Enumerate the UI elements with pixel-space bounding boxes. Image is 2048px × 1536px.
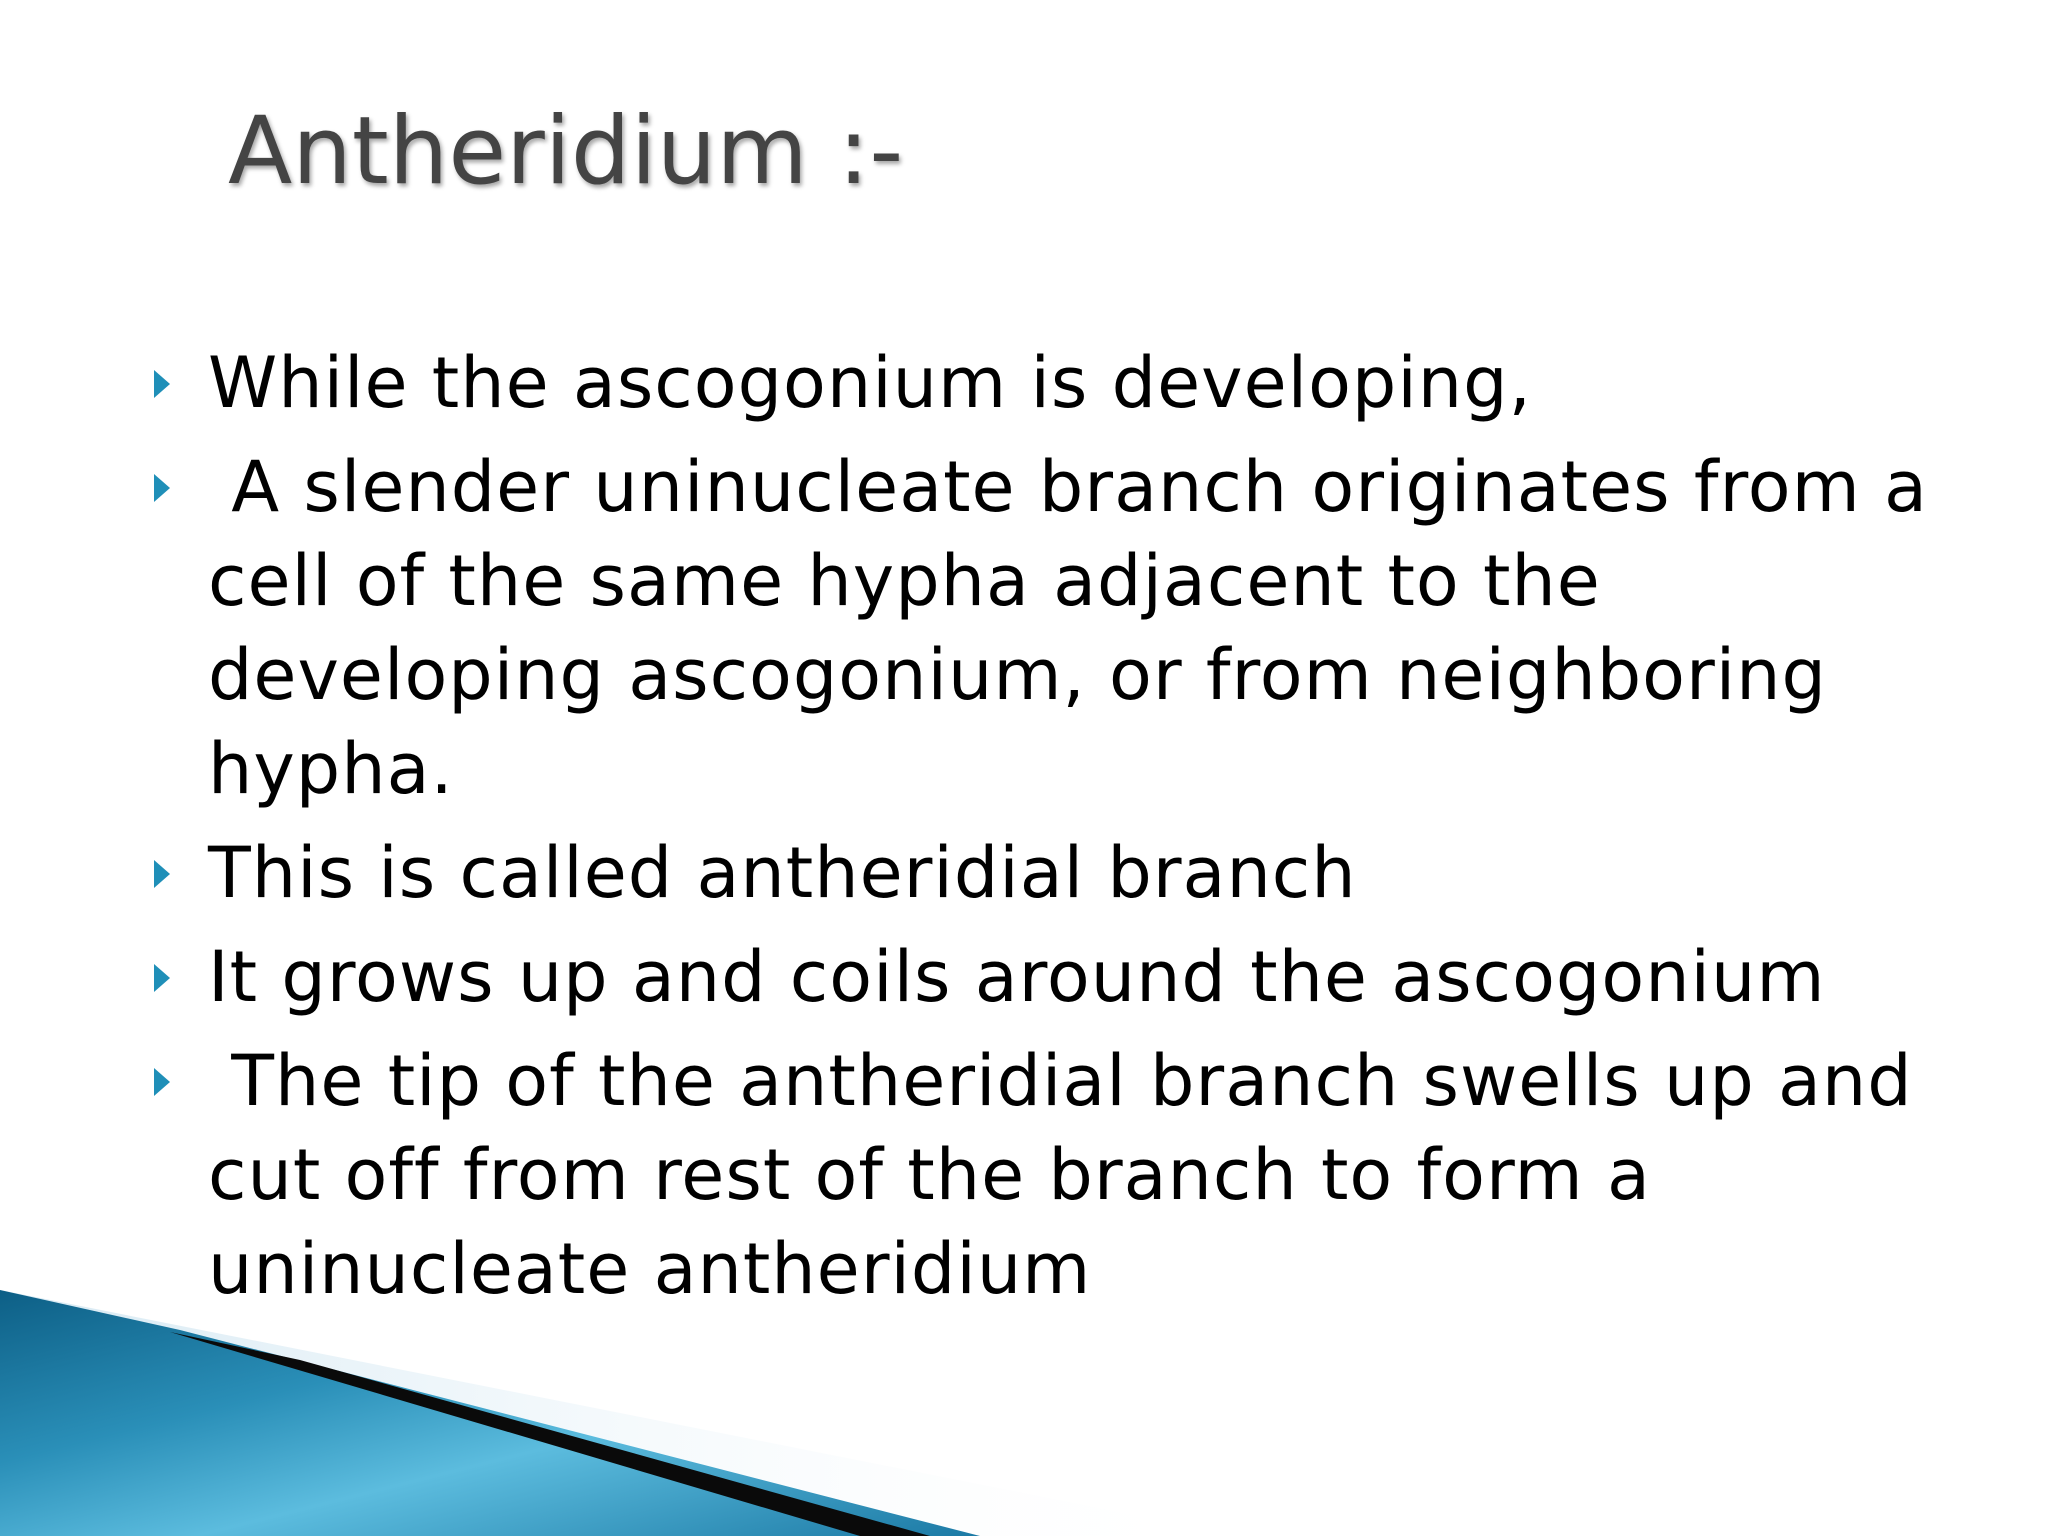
bullet-text: While the ascogonium is developing, <box>208 342 1532 424</box>
triangle-right-icon <box>154 474 170 502</box>
bullet-text: A slender uninucleate branch originates from a cell of the same hypha adjacent to the developing ascogonium, or from neighboring hypha. <box>208 446 1952 810</box>
bullet-text: It grows up and coils around the ascogonium <box>208 936 1826 1018</box>
bullet-item <box>140 826 1970 920</box>
bullet-item <box>140 440 1970 816</box>
bullet-item <box>140 930 1970 1024</box>
bullet-item <box>140 1034 1970 1316</box>
slide-title: Antheridium :- <box>228 97 904 206</box>
bullet-item <box>140 336 1970 430</box>
corner-decoration <box>0 1290 2048 1536</box>
triangle-right-icon <box>154 964 170 992</box>
triangle-right-icon <box>154 370 170 398</box>
triangle-right-icon <box>154 860 170 888</box>
blue-swoosh <box>0 1290 980 1536</box>
bullet-text: The tip of the antheridial branch swells up and cut off from rest of the branch to form a uninucleate antheridium <box>208 1040 1936 1310</box>
bullet-text: This is called antheridial branch <box>208 832 1357 914</box>
triangle-right-icon <box>154 1068 170 1096</box>
bullet-list <box>140 336 1970 1326</box>
